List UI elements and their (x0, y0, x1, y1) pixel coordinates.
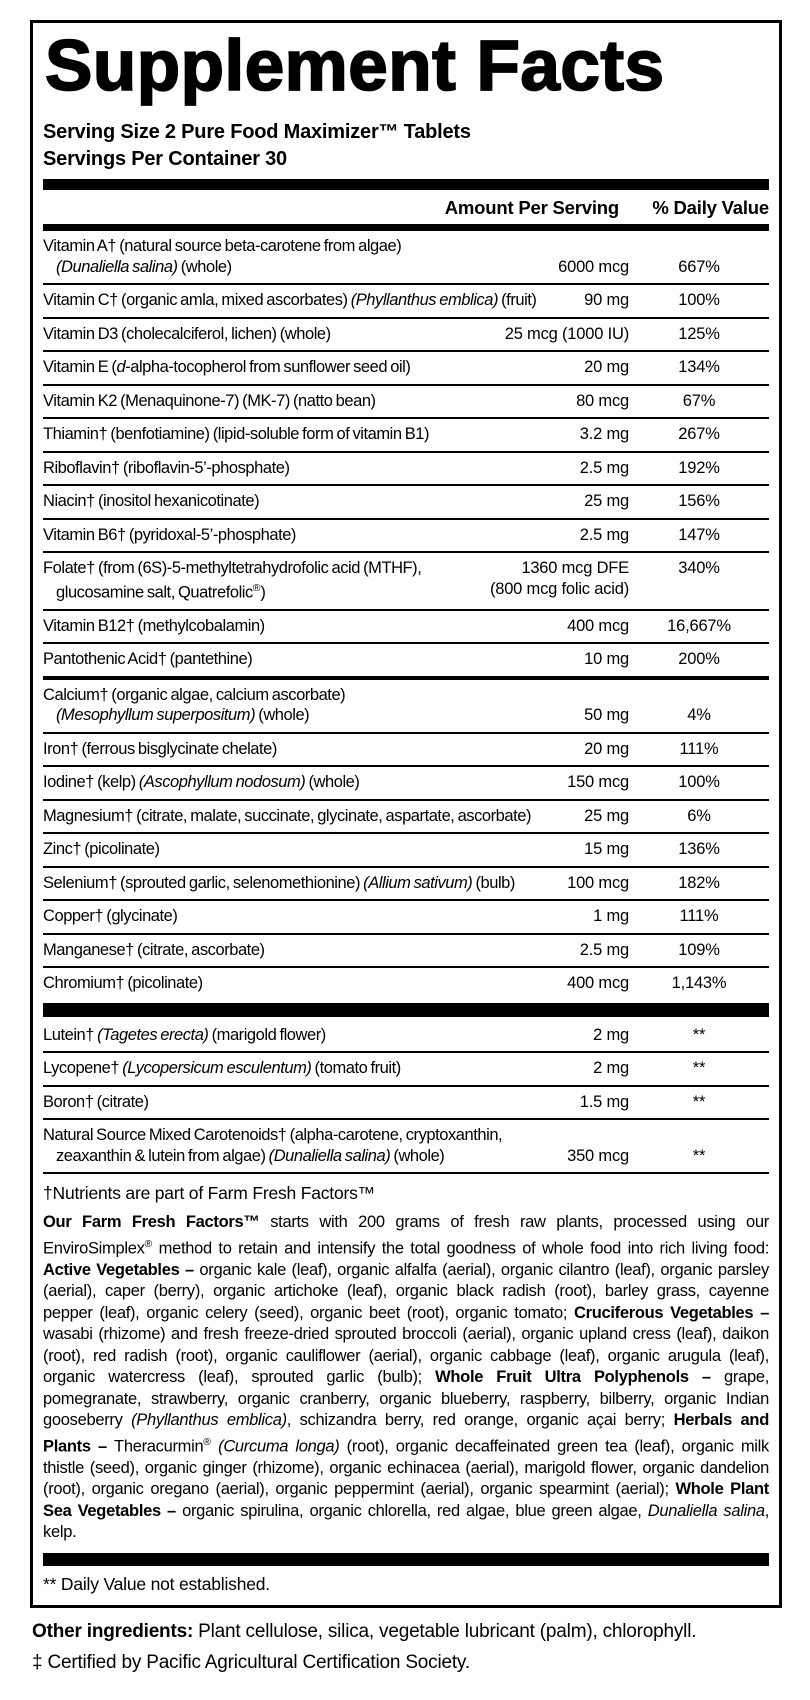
nutrient-amount: 350 mcg (567, 1146, 629, 1165)
nutrient-amount: 1360 mcg DFE (800 mcg folic acid) (489, 559, 629, 598)
nutrient-row (43, 1053, 769, 1085)
nutrient-row (43, 1087, 769, 1119)
nutrient-daily-value: 182% (678, 873, 720, 892)
nutrient-daily-value: 16,667% (667, 616, 731, 635)
nutrient-row (43, 1020, 769, 1052)
nutrient-row (43, 767, 769, 799)
nutrient-row (43, 734, 769, 766)
daily-value-footnote: ** Daily Value not established. (43, 1573, 270, 1594)
nutrient-row (43, 520, 769, 552)
nutrient-row (43, 611, 769, 643)
nutrient-daily-value: 109% (678, 940, 720, 959)
nutrient-amount: 25 mg (584, 806, 629, 825)
nutrient-row (43, 868, 769, 900)
nutrient-name: Folate† (from (6S)-5-methyltetrahydrofolic acid (MTHF), glucosamine salt, Quatrefolic®) (43, 559, 422, 602)
nutrient-amount: 50 mg (584, 706, 629, 725)
nutrient-amount: 10 mg (584, 650, 629, 669)
farm-fresh-factors-description: Our Farm Fresh Factors™ starts with 200 grams of fresh raw plants, processed using our EnviroSimplex® method to retain and intensify the total goodness of whole food into rich living food: Active Vegetables – organic kale (leaf), organic alfalfa (aerial), organic cilantro (leaf), organic parsley (aerial), caper (berry), organic artichoke (leaf), organic black radish (root), barley grass, cayenne pepper (leaf), organic celery (seed), organic beet (root), organic tomato; Cruciferous Vegetables – wasabi (rhizome) and fresh freeze-dried sprouted broccoli (aerial), organic upland cress (leaf), daikon (root), red radish (root), organic cauliflower (aerial), organic cabbage (leaf), organic arugula (leaf), organic watercress (leaf), sprouted garlic (bulb); Whole Fruit Ultra Polyphenols – grape, pomegranate, strawberry, organic cranberry, organic blueberry, raspberry, bilberry, organic Indian gooseberry (Phyllanthus emblica), schizandra berry, red orange, organic açai berry; Herbals and Plants – Theracurmin® (Curcuma longa) (root), organic decaffeinated green tea (leaf), organic milk thistle (seed), organic ginger (rhizome), organic echinacea (aerial), marigold flower, organic dandelion (root), organic oregano (aerial), organic peppermint (aerial), organic spearmint (aerial); Whole Plant Sea Vegetables – organic spirulina, organic chlorella, red algae, blue green algae, Dunaliella salina, kelp. (43, 1213, 770, 1542)
servings-per-container-line: Servings Per Container 30 (43, 147, 287, 170)
nutrient-name: Magnesium† (citrate, malate, succinate, glycinate, aspartate, ascorbate) (43, 806, 532, 825)
nutrient-name: Lycopene† (Lycopersicum esculentum) (tomato fruit) (43, 1059, 401, 1078)
nutrient-row (43, 285, 769, 317)
nutrient-daily-value: 125% (678, 324, 720, 343)
nutrient-daily-value: 4% (687, 706, 711, 725)
nutrient-amount: 2.5 mg (579, 940, 629, 959)
nutrient-daily-value: 267% (678, 425, 720, 444)
nutrient-name: Copper† (glycinate) (43, 907, 178, 926)
nutrient-amount: 25 mg (584, 492, 629, 511)
nutrient-name: Vitamin K2 (Menaquinone-7) (MK-7) (natto bean) (43, 391, 376, 410)
nutrient-daily-value: 136% (678, 840, 720, 859)
nutrient-daily-value: 100% (678, 291, 720, 310)
other-ingredients-line (32, 1621, 782, 1643)
nutrient-amount: 80 mcg (576, 391, 629, 410)
daily-value-column-header: % Daily Value (652, 197, 769, 219)
nutrient-amount: 2.5 mg (579, 458, 629, 477)
nutrient-amount: 25 mcg (1000 IU) (504, 324, 629, 343)
nutrient-row (43, 644, 769, 676)
nutrient-name: Vitamin E (d-alpha-tocopherol from sunflower seed oil) (43, 358, 411, 377)
nutrient-name: Manganese† (citrate, ascorbate) (43, 940, 265, 959)
amount-column-header: Amount Per Serving (444, 197, 619, 219)
nutrient-daily-value: 147% (678, 525, 720, 544)
other-ingredients-label: Other ingredients: (32, 1620, 194, 1642)
nutrient-name: Riboflavin† (riboflavin-5’-phosphate) (43, 458, 290, 477)
nutrient-daily-value: ** (692, 1025, 706, 1044)
nutrient-name: Vitamin C† (organic amla, mixed ascorbates) (Phyllanthus emblica) (fruit) (43, 291, 537, 310)
serving-size-line: Serving Size 2 Pure Food Maximizer™ Tablets (43, 121, 471, 144)
nutrient-amount: 20 mg (584, 358, 629, 377)
nutrient-row (43, 968, 769, 1000)
nutrient-row (43, 419, 769, 451)
nutrient-row (43, 1120, 769, 1172)
nutrient-name: Vitamin B6† (pyridoxal-5’-phosphate) (43, 525, 296, 544)
divider-bar-bottom (43, 1553, 769, 1566)
certification-note: ‡ Certified by Pacific Agricultural Certification Society. (32, 1651, 470, 1673)
nutrient-amount: 3.2 mg (579, 425, 629, 444)
nutrient-name: Boron† (citrate) (43, 1092, 149, 1111)
nutrient-amount: 1.5 mg (579, 1092, 629, 1111)
nutrient-row (43, 935, 769, 967)
nutrient-amount: 1 mg (593, 907, 629, 926)
nutrient-row (43, 231, 769, 283)
nutrient-daily-value: 111% (679, 907, 719, 926)
nutrient-row (43, 680, 769, 732)
nutrient-amount: 90 mg (584, 291, 629, 310)
nutrient-name: Chromium† (picolinate) (43, 974, 203, 993)
nutrient-row (43, 834, 769, 866)
column-header-row (43, 190, 769, 224)
nutrient-daily-value: ** (692, 1059, 706, 1078)
nutrient-row (43, 486, 769, 518)
nutrient-daily-value: 67% (682, 391, 716, 410)
nutrient-daily-value: 156% (678, 492, 720, 511)
nutrient-name: Vitamin D3 (cholecalciferol, lichen) (whole) (43, 324, 331, 343)
dagger-footnote: †Nutrients are part of Farm Fresh Factors™ (43, 1183, 375, 1204)
nutrient-daily-value: ** (692, 1146, 706, 1165)
nutrient-name: Calcium† (organic algae, calcium ascorbate) (Mesophyllum superpositum) (whole) (43, 685, 346, 725)
nutrient-amount: 15 mg (584, 840, 629, 859)
nutrient-daily-value: 6% (687, 806, 711, 825)
nutrient-daily-value: 667% (678, 257, 720, 276)
nutrient-name: Thiamin† (benfotiamine) (lipid-soluble form of vitamin B1) (43, 425, 430, 444)
supplement-facts-panel (30, 20, 782, 1608)
nutrient-table (43, 231, 769, 1174)
nutrient-amount: 2 mg (593, 1059, 629, 1078)
nutrient-daily-value: 111% (679, 739, 719, 758)
nutrient-name: Selenium† (sprouted garlic, selenomethionine) (Allium sativum) (bulb) (43, 873, 515, 892)
nutrient-row (43, 319, 769, 351)
nutrient-row (43, 553, 769, 609)
nutrient-name: Zinc† (picolinate) (43, 840, 160, 859)
nutrient-row (43, 901, 769, 933)
nutrient-amount: 100 mcg (567, 873, 629, 892)
nutrient-name: Iodine† (kelp) (Ascophyllum nodosum) (whole) (43, 773, 360, 792)
nutrient-name: Lutein† (Tagetes erecta) (marigold flower) (43, 1025, 326, 1044)
nutrient-name: Natural Source Mixed Carotenoids† (alpha-carotene, cryptoxanthin, zeaxanthin & lutein from algae) (Dunaliella salina) (whole) (43, 1126, 503, 1165)
nutrient-daily-value: 192% (678, 458, 720, 477)
nutrient-row (43, 801, 769, 833)
nutrient-amount: 2 mg (593, 1025, 629, 1044)
nutrient-daily-value: ** (692, 1092, 706, 1111)
nutrient-name: Pantothenic Acid† (pantethine) (43, 650, 253, 669)
row-separator (43, 1003, 769, 1017)
panel-title: Supplement Facts (45, 27, 665, 106)
nutrient-daily-value: 1,143% (671, 974, 727, 993)
nutrient-name: Vitamin B12† (methylcobalamin) (43, 616, 265, 635)
nutrient-row (43, 453, 769, 485)
nutrient-amount: 150 mcg (567, 773, 629, 792)
nutrient-name: Iron† (ferrous bisglycinate chelate) (43, 739, 277, 758)
nutrient-amount: 20 mg (584, 739, 629, 758)
nutrient-daily-value: 100% (678, 773, 720, 792)
nutrient-row (43, 386, 769, 418)
nutrient-name: Niacin† (inositol hexanicotinate) (43, 492, 260, 511)
nutrient-amount: 400 mcg (567, 974, 629, 993)
nutrient-amount: 2.5 mg (579, 525, 629, 544)
nutrient-daily-value: 340% (678, 559, 720, 578)
nutrient-row (43, 352, 769, 384)
divider-bar-top (43, 179, 769, 190)
nutrient-amount: 400 mcg (567, 616, 629, 635)
divider-bar-header (43, 224, 769, 231)
nutrient-amount: 6000 mcg (558, 257, 629, 276)
other-ingredients-text: Plant cellulose, silica, vegetable lubricant (palm), chlorophyll. (193, 1620, 697, 1642)
nutrient-daily-value: 200% (678, 650, 720, 669)
nutrient-name: Vitamin A† (natural source beta-carotene from algae) (Dunaliella salina) (whole) (43, 237, 402, 276)
nutrient-daily-value: 134% (678, 358, 720, 377)
